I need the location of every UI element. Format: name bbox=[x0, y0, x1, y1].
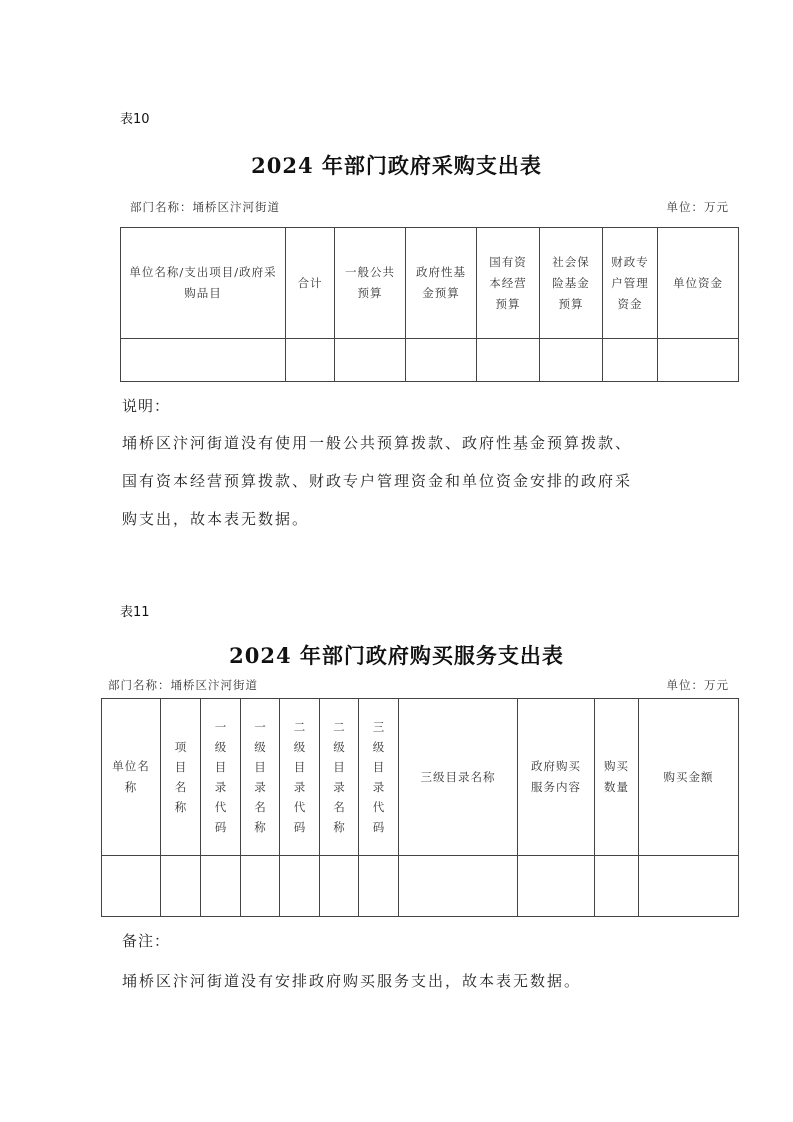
data-cell bbox=[518, 856, 595, 917]
note-line: 埇桥区汴河街道没有使用一般公共预算拨款、政府性基金预算拨款、 bbox=[122, 434, 633, 452]
header-cell: 单位资金 bbox=[658, 228, 739, 339]
header-cell: 单位名称/支出项目/政府采购品目 bbox=[121, 228, 286, 339]
table11-note bbox=[122, 962, 762, 1000]
table10-unit: 单位：万元 bbox=[666, 200, 729, 214]
table11-label: 表11 bbox=[120, 605, 150, 620]
table10-header-row bbox=[121, 228, 739, 339]
data-cell bbox=[241, 856, 280, 917]
table11-note-heading: 备注： bbox=[122, 932, 171, 950]
header-cell: 单位名称 bbox=[102, 699, 161, 856]
header-cell: 三级目录名称 bbox=[399, 699, 518, 856]
header-cell: 社会保险基金预算 bbox=[540, 228, 603, 339]
data-cell bbox=[639, 856, 739, 917]
note-line: 埇桥区汴河街道没有安排政府购买服务支出，故本表无数据。 bbox=[122, 972, 582, 990]
header-cell: 二级目录代码 bbox=[280, 699, 320, 856]
data-cell bbox=[121, 339, 286, 382]
header-cell: 合计 bbox=[286, 228, 335, 339]
table11-dept-name: 部门名称：埇桥区汴河街道 bbox=[108, 678, 258, 692]
header-cell: 项目名称 bbox=[161, 699, 201, 856]
data-cell bbox=[603, 339, 658, 382]
table11-title: 2024 年部门政府购买服务支出表 bbox=[229, 643, 564, 668]
data-cell bbox=[658, 339, 739, 382]
table10-title: 2024 年部门政府采购支出表 bbox=[251, 153, 542, 178]
header-cell: 一般公共预算 bbox=[335, 228, 406, 339]
data-cell bbox=[201, 856, 241, 917]
data-cell bbox=[335, 339, 406, 382]
table-row bbox=[102, 856, 739, 917]
data-cell bbox=[406, 339, 477, 382]
table11-grid bbox=[101, 698, 739, 917]
header-cell: 购买数量 bbox=[595, 699, 639, 856]
data-cell bbox=[540, 339, 603, 382]
table10-grid bbox=[120, 227, 739, 382]
table10-note-heading: 说明： bbox=[122, 397, 171, 415]
data-cell bbox=[280, 856, 320, 917]
header-cell: 购买金额 bbox=[639, 699, 739, 856]
table10-dept-name: 部门名称：埇桥区汴河街道 bbox=[130, 200, 280, 214]
header-cell: 二级目录名称 bbox=[320, 699, 359, 856]
table10-label: 表10 bbox=[120, 112, 150, 127]
data-cell bbox=[477, 339, 540, 382]
header-cell: 三级目录代码 bbox=[359, 699, 399, 856]
header-cell: 一级目录名称 bbox=[241, 699, 280, 856]
data-cell bbox=[161, 856, 201, 917]
data-cell bbox=[359, 856, 399, 917]
table-row bbox=[121, 339, 739, 382]
header-cell: 政府性基金预算 bbox=[406, 228, 477, 339]
note-line: 购支出，故本表无数据。 bbox=[122, 510, 310, 528]
data-cell bbox=[399, 856, 518, 917]
data-cell bbox=[286, 339, 335, 382]
header-cell: 政府购买服务内容 bbox=[518, 699, 595, 856]
table11-unit: 单位：万元 bbox=[666, 678, 729, 692]
table10-note bbox=[122, 424, 762, 538]
data-cell bbox=[595, 856, 639, 917]
data-cell bbox=[320, 856, 359, 917]
header-cell: 国有资本经营预算 bbox=[477, 228, 540, 339]
header-cell: 一级目录代码 bbox=[201, 699, 241, 856]
data-cell bbox=[102, 856, 161, 917]
header-cell: 财政专户管理资金 bbox=[603, 228, 658, 339]
note-line: 国有资本经营预算拨款、财政专户管理资金和单位资金安排的政府采 bbox=[122, 472, 633, 490]
table11-header-row bbox=[102, 699, 739, 856]
